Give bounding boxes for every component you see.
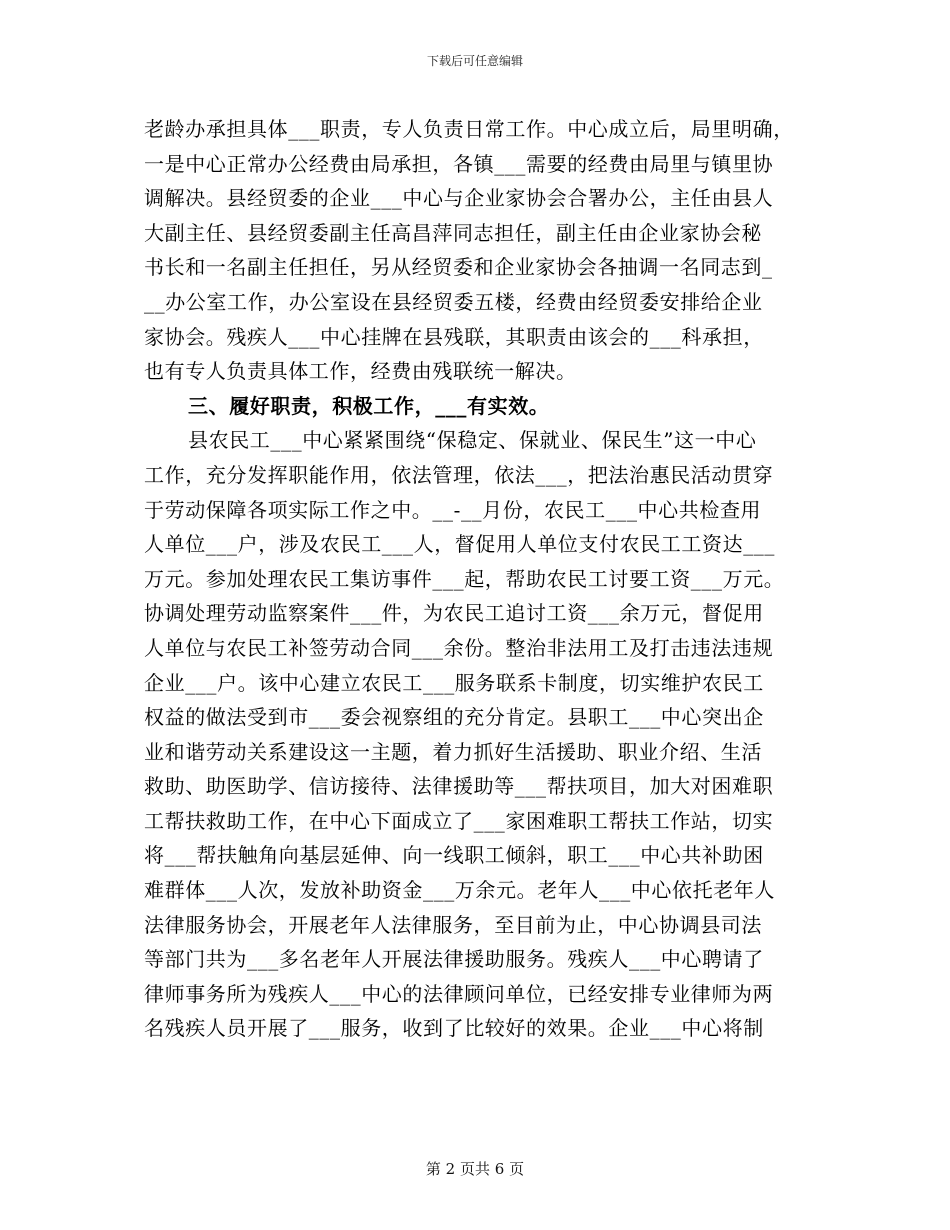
text-line: 老龄办承担具体___职责，专人负责日常工作。中心成立后，局里明确，	[144, 117, 794, 141]
text-line: 权益的做法受到市___委会视察组的充分肯定。县职工___中心突出企	[144, 705, 764, 730]
text-line: 法律服务协会，开展老年人法律服务，至目前为止，中心协调县司法	[144, 912, 762, 937]
text-line: __办公室工作，办公室设在县经贸委五楼，经费由经贸委安排给企业	[144, 289, 763, 314]
section-heading: 三、履好职责，积极工作，___有实效。	[188, 393, 550, 418]
text-line: 人单位与农民工补签劳动合同___余份。整治非法用工及打击违法违规	[144, 635, 774, 660]
text-line: 等部门共为___多名老年人开展法律援助服务。残疾人___中心聘请了	[144, 947, 764, 972]
text-line: 将___帮扶触角向基层延伸、向一线职工倾斜，职工___中心共补助困	[144, 843, 764, 868]
page-footer: 第 2 页共 6 页	[425, 1160, 525, 1178]
text-line: 名残疾人员开展了___服务，收到了比较好的效果。企业___中心将制	[144, 1016, 764, 1041]
text-line: 业和谐劳动关系建设这一主题，着力抓好生活援助、职业介绍、生活	[144, 739, 762, 764]
text-line: 一是中心正常办公经费由局承担，各镇___需要的经费由局里与镇里协	[144, 151, 774, 176]
text-line: 工帮扶救助工作，在中心下面成立了___家困难职工帮扶工作站，切实	[144, 808, 774, 833]
text-line: 家协会。残疾人___中心挂牌在县残联，其职责由该会的___科承担，	[144, 324, 764, 349]
document-body	[144, 112, 816, 1046]
text-line: 协调处理劳动监察案件___件，为农民工追讨工资___余万元，督促用	[144, 601, 764, 626]
text-line: 人单位___户，涉及农民工___人，督促用人单位支付农民工工资达___	[144, 532, 775, 557]
text-line: 工作，充分发挥职能作用，依法管理，依法___，把法治惠民活动贯穿	[144, 462, 774, 487]
text-line: 救助、助医助学、信访接待、法律援助等___帮扶项目，加大对困难职	[144, 774, 774, 799]
text-line: 难群体___人次，发放补助资金___万余元。老年人___中心依托老年人	[144, 878, 775, 903]
text-line: 万元。参加处理农民工集访事件___起，帮助农民工讨要工资___万元。	[144, 566, 785, 591]
text-line: 大副主任、县经贸委副主任高昌萍同志担任，副主任由企业家协会秘	[144, 220, 762, 245]
text-line: 书长和一名副主任担任，另从经贸委和企业家协会各抽调一名同志到_	[144, 255, 773, 280]
text-line: 于劳动保障各项实际工作之中。__-__月份，农民工___中心共检查用	[144, 497, 762, 522]
text-line: 律师事务所为残疾人___中心的法律顾问单位，已经安排专业律师为两	[144, 981, 774, 1006]
text-line: 县农民工___中心紧紧围绕“保稳定、保就业、保民生”这一中心	[188, 428, 757, 453]
page-header: 下载后可任意编辑	[426, 54, 523, 68]
text-line: 企业___户。该中心建立农民工___服务联系卡制度，切实维护农民工	[144, 670, 764, 695]
text-line: 也有专人负责具体工作，经费由残联统一解决。	[144, 359, 577, 384]
text-line: 调解决。县经贸委的企业___中心与企业家协会合署办公，主任由县人	[144, 186, 774, 211]
